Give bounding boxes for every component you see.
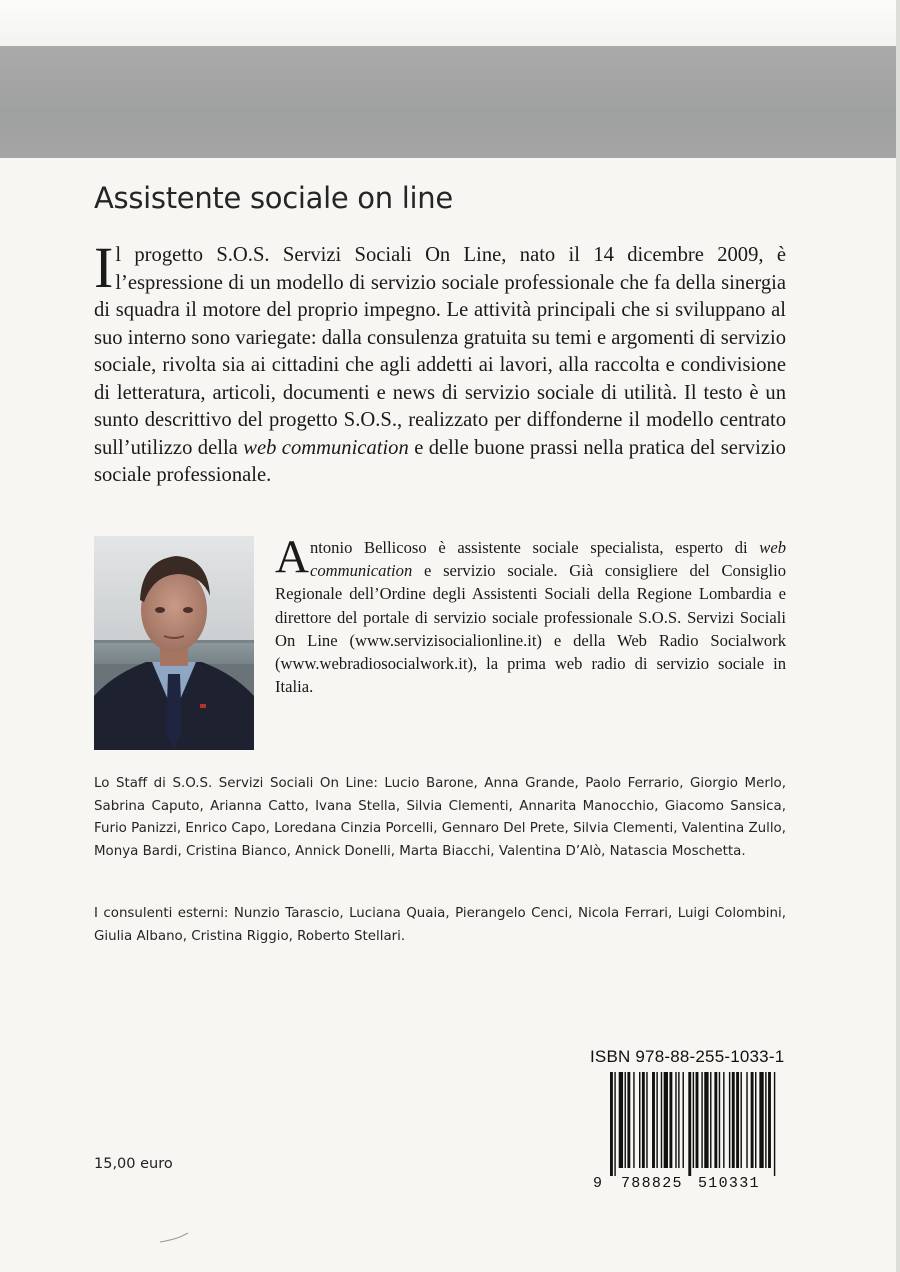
barcode-bar — [669, 1072, 672, 1168]
barcode-digits — [593, 1175, 760, 1190]
barcode-bar — [683, 1072, 684, 1168]
barcode-bar — [741, 1072, 742, 1168]
staff-list: Lo Staff di S.O.S. Servizi Sociali On Line: Lucio Barone, Anna Grande, Paolo Ferrario, Giorgio Merlo, Sabrina Caputo, Arianna Catto, Ivana Stella, Silvia Clementi, Annarita Manocchio, Giacomo Sansica, Furio Panizzi, Enrico Capo, Loredana Cinzia Porcelli, Gennaro Del Prete, Silvia Clementi, Valentina Zullo, Monya Bardi, Cristina Bianco, Annick Donelli, Marta Biacchi, Valentina D’Alò, Natascia Moschetta. — [94, 776, 786, 859]
barcode-bar — [746, 1072, 747, 1168]
barcode-bar — [619, 1072, 623, 1168]
intro-text-2: e delle buone prassi nella pratica del servizio sociale professionale. — [94, 436, 786, 486]
barcode-digit-first: 9 — [593, 1175, 603, 1190]
barcode-bar — [729, 1072, 730, 1168]
intro-paragraph — [94, 235, 786, 490]
barcode-bar — [693, 1072, 694, 1168]
barcode-bar — [736, 1072, 739, 1168]
barcode-bar — [625, 1072, 626, 1168]
barcode-image — [590, 1072, 786, 1190]
isbn-label: ISBN 978-88-255-1033-1 — [590, 1047, 785, 1066]
isbn-block — [590, 1047, 786, 1190]
bio-text-2: e servizio sociale. Già consigliere del Consiglio Regionale dell’Ordine degli Assistenti Sociali della Regione Lombardia e direttore del portale di servizio sociale professionale S.O.S. Servizi Sociali On Line (www.servizisocialionline.it) e della Web Radio Socialwork (www.webradiosocialwork.it), la prima web radio di servizio sociale in Italia. — [275, 561, 786, 697]
barcode-bar — [723, 1072, 724, 1168]
scan-right-edge — [896, 0, 900, 1272]
price-label: 15,00 euro — [94, 1156, 173, 1172]
barcode-bar — [751, 1072, 754, 1168]
barcode-bar — [639, 1072, 640, 1168]
barcode-bar — [704, 1072, 708, 1168]
intro-text-1: l progetto S.O.S. Servizi Sociali On Line, nato il 14 dicembre 2009, è l’espressione di un modello di servizio sociale professionale che fa della sinergia di squadra il motore del proprio impegno. Le attività principali che si sviluppano al suo interno sono variegate: dalla consulenza gratuita su temi e argomenti di servizio sociale, rivolta sia ai cittadini che agli addetti ai lavori, alla raccolta e condivisione di letteratura, articoli, documenti e news di servizio sociale di utilità. Il testo è un sunto descrittivo del progetto S.O.S., realizzato per diffonderne il modello centrato sull’utilizzo della — [94, 244, 786, 459]
barcode-bar — [656, 1072, 657, 1168]
barcode-bar — [610, 1072, 613, 1176]
barcode-bar — [774, 1072, 775, 1176]
barcode-digits-left: 788825 — [621, 1175, 683, 1190]
book-title: Assistente sociale on line — [94, 181, 453, 215]
bio-dropcap: A — [275, 531, 309, 583]
barcode-bar — [768, 1072, 771, 1168]
barcode-bar — [688, 1072, 691, 1176]
barcode-bar — [714, 1072, 717, 1168]
barcode-bar — [661, 1072, 662, 1168]
barcode-bar — [755, 1072, 756, 1168]
intro-dropcap: I — [94, 235, 114, 300]
barcode-bar — [696, 1072, 699, 1168]
barcode-bar — [719, 1072, 720, 1168]
barcode-bar — [678, 1072, 679, 1168]
barcode-bar — [646, 1072, 647, 1168]
consultants-list: I consulenti esterni: Nunzio Tarascio, Luciana Quaia, Pierangelo Cenci, Nicola Ferrari, Luigi Colombini, Giulia Albano, Cristina Riggio, Roberto Stellari. — [94, 906, 786, 944]
barcode-bar — [732, 1072, 735, 1168]
barcode-bar — [652, 1072, 655, 1168]
bio-emphasis: web communication — [309, 538, 786, 581]
barcode-bar — [759, 1072, 763, 1168]
author-photo — [94, 536, 254, 750]
barcode-bar — [614, 1072, 615, 1176]
barcode-bar — [642, 1072, 645, 1168]
author-portrait-image — [94, 536, 254, 750]
barcode-bar — [710, 1072, 711, 1168]
barcode-bar — [701, 1072, 702, 1168]
barcode-bar — [633, 1072, 634, 1168]
barcode-bar — [664, 1072, 668, 1168]
barcode-digits-right: 510331 — [698, 1175, 760, 1190]
barcode-bar — [765, 1072, 766, 1168]
header-band — [0, 46, 900, 158]
intro-emphasis: web communication — [243, 436, 409, 459]
barcode-bar — [627, 1072, 630, 1168]
barcode-bar — [675, 1072, 676, 1168]
scan-scuff-mark — [158, 1228, 198, 1248]
author-bio — [275, 531, 786, 698]
scan-top-edge — [0, 0, 900, 46]
barcode-bars — [610, 1072, 775, 1176]
bio-text-1: ntonio Bellicoso è assistente sociale specialista, esperto di — [309, 538, 760, 557]
